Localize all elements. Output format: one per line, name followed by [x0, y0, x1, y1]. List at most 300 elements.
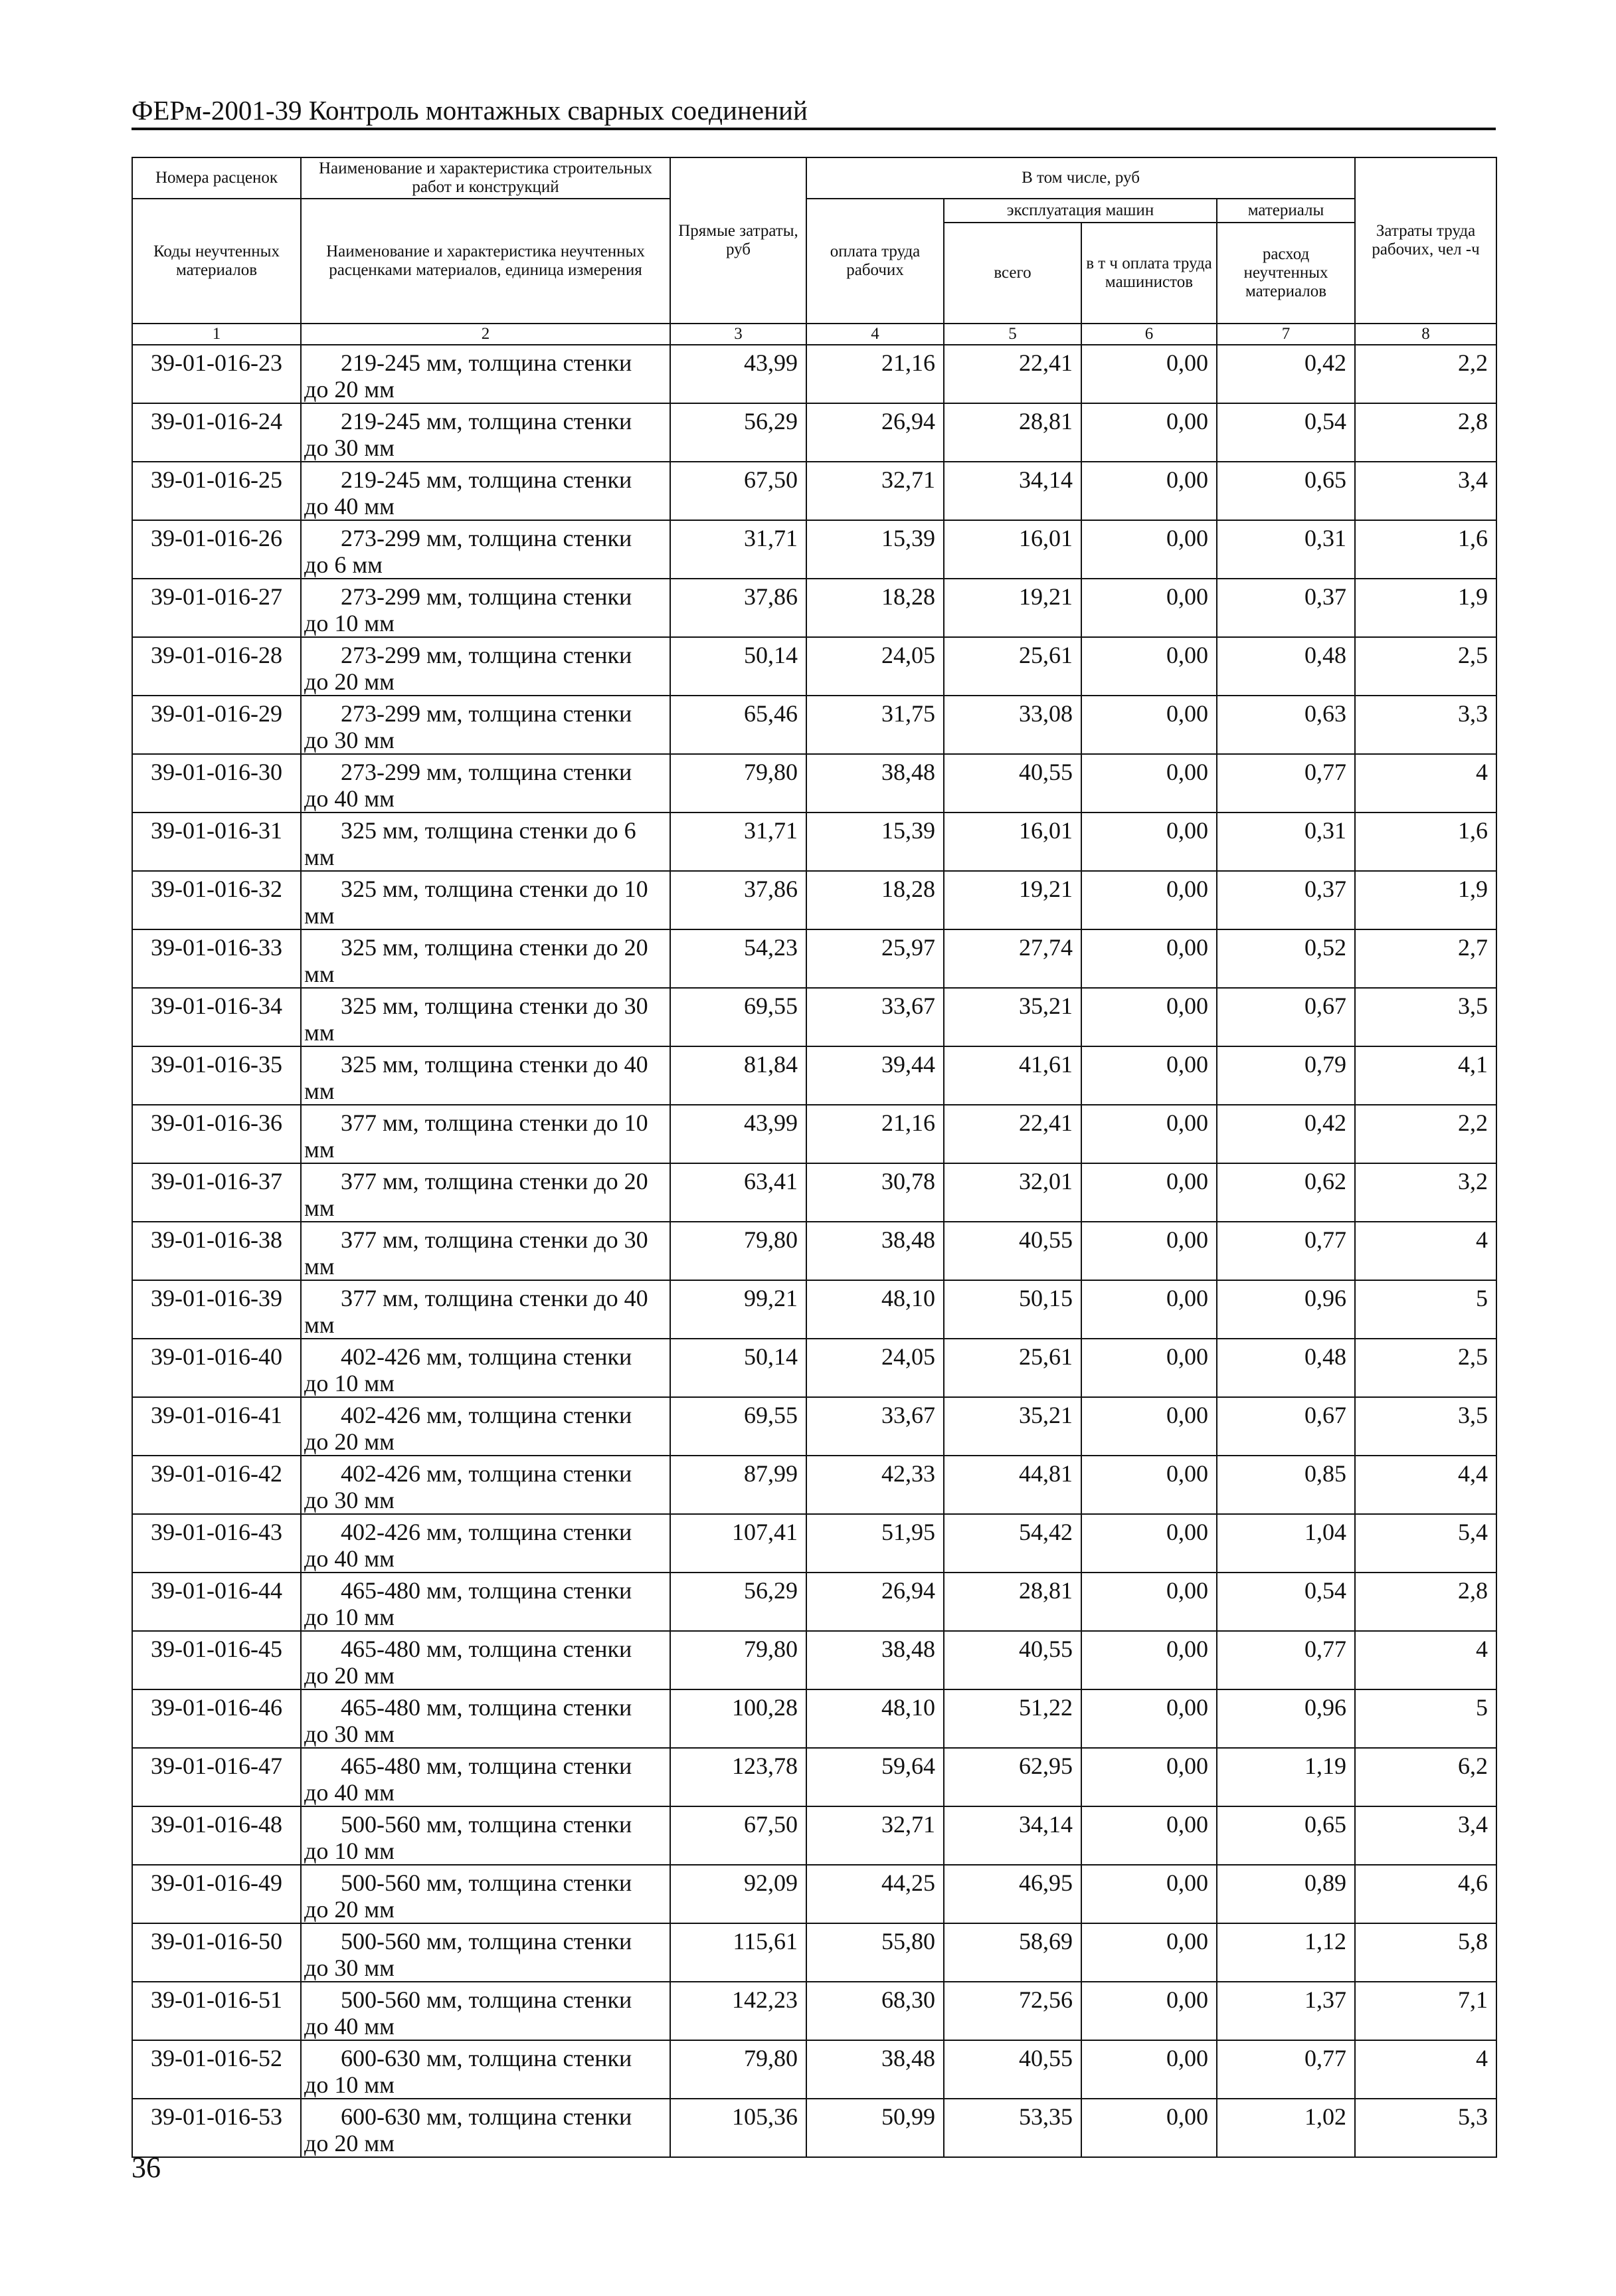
machines-total: 32,01	[944, 1163, 1081, 1222]
rate-code: 39-01-016-45	[132, 1631, 301, 1689]
work-name	[301, 1280, 670, 1339]
work-name-line2: до 10 мм	[304, 610, 395, 636]
direct-costs: 43,99	[670, 345, 806, 403]
machinists-pay: 0,00	[1081, 988, 1217, 1046]
table-row	[132, 929, 1496, 988]
work-name-line1: 273-299 мм, толщина стенки	[341, 642, 632, 668]
rate-code: 39-01-016-42	[132, 1456, 301, 1514]
work-name-line1: 402-426 мм, толщина стенки	[341, 1519, 632, 1545]
table-row	[132, 1865, 1496, 1923]
work-name	[301, 1163, 670, 1222]
work-name-line1: 377 мм, толщина стенки до 20	[341, 1168, 648, 1195]
direct-costs: 79,80	[670, 754, 806, 813]
machines-total: 72,56	[944, 1982, 1081, 2040]
labor-pay: 33,67	[806, 988, 944, 1046]
work-name-line2: мм	[304, 902, 335, 929]
materials-usage: 1,02	[1217, 2099, 1355, 2157]
rate-code: 39-01-016-43	[132, 1514, 301, 1573]
work-name-line1: 325 мм, толщина стенки до 40	[341, 1051, 648, 1078]
machinists-pay: 0,00	[1081, 1982, 1217, 2040]
work-name-line1: 500-560 мм, толщина стенки	[341, 1928, 632, 1955]
rate-code: 39-01-016-44	[132, 1573, 301, 1631]
direct-costs: 37,86	[670, 871, 806, 929]
machinists-pay: 0,00	[1081, 929, 1217, 988]
machines-total: 35,21	[944, 1397, 1081, 1456]
header-labor-pay: оплата труда рабочих	[806, 199, 944, 324]
work-name-line1: 402-426 мм, толщина стенки	[341, 1460, 632, 1487]
materials-usage: 0,37	[1217, 579, 1355, 637]
rate-code: 39-01-016-25	[132, 462, 301, 520]
rate-code: 39-01-016-39	[132, 1280, 301, 1339]
rate-code: 39-01-016-24	[132, 403, 301, 462]
materials-usage: 1,12	[1217, 1923, 1355, 1982]
table-row	[132, 1514, 1496, 1573]
work-name	[301, 929, 670, 988]
work-name	[301, 988, 670, 1046]
table-row	[132, 1982, 1496, 2040]
machines-total: 33,08	[944, 696, 1081, 754]
labor-pay: 15,39	[806, 520, 944, 579]
materials-usage: 0,42	[1217, 1105, 1355, 1163]
labor-costs: 4,6	[1355, 1865, 1496, 1923]
machines-total: 40,55	[944, 1631, 1081, 1689]
header-materials: материалы	[1217, 199, 1355, 223]
work-name	[301, 1865, 670, 1923]
table-row	[132, 813, 1496, 871]
machinists-pay: 0,00	[1081, 1865, 1217, 1923]
work-name	[301, 520, 670, 579]
direct-costs: 50,14	[670, 637, 806, 696]
work-name-line2: мм	[304, 844, 335, 870]
labor-costs: 2,8	[1355, 403, 1496, 462]
labor-pay: 32,71	[806, 1806, 944, 1865]
rate-code: 39-01-016-29	[132, 696, 301, 754]
rate-code: 39-01-016-38	[132, 1222, 301, 1280]
materials-usage: 0,62	[1217, 1163, 1355, 1222]
work-name-line1: 377 мм, толщина стенки до 10	[341, 1109, 648, 1136]
work-name-line2: до 40 мм	[304, 1545, 395, 1572]
labor-costs: 4,4	[1355, 1456, 1496, 1514]
table-row	[132, 1046, 1496, 1105]
labor-costs: 3,4	[1355, 462, 1496, 520]
machines-total: 19,21	[944, 871, 1081, 929]
work-name-line1: 402-426 мм, толщина стенки	[341, 1343, 632, 1370]
work-name-line2: до 20 мм	[304, 1428, 395, 1455]
table-row	[132, 520, 1496, 579]
machinists-pay: 0,00	[1081, 462, 1217, 520]
table-row	[132, 1748, 1496, 1806]
machinists-pay: 0,00	[1081, 871, 1217, 929]
work-name	[301, 403, 670, 462]
machines-total: 40,55	[944, 754, 1081, 813]
labor-costs: 3,5	[1355, 1397, 1496, 1456]
work-name	[301, 1806, 670, 1865]
work-name	[301, 1982, 670, 2040]
column-number: 5	[944, 324, 1081, 345]
table-row	[132, 1923, 1496, 1982]
labor-costs: 5,8	[1355, 1923, 1496, 1982]
work-name-line1: 273-299 мм, толщина стенки	[341, 583, 632, 610]
machinists-pay: 0,00	[1081, 1397, 1217, 1456]
table-row	[132, 345, 1496, 403]
machinists-pay: 0,00	[1081, 1456, 1217, 1514]
work-name-line2: до 30 мм	[304, 434, 395, 461]
work-name	[301, 345, 670, 403]
labor-pay: 31,75	[806, 696, 944, 754]
work-name	[301, 1689, 670, 1748]
work-name	[301, 1631, 670, 1689]
rate-code: 39-01-016-37	[132, 1163, 301, 1222]
machinists-pay: 0,00	[1081, 2040, 1217, 2099]
work-name-line2: до 10 мм	[304, 2071, 395, 2098]
work-name-line2: мм	[304, 1195, 335, 1221]
labor-pay: 18,28	[806, 871, 944, 929]
materials-usage: 0,42	[1217, 345, 1355, 403]
column-number: 2	[301, 324, 670, 345]
machinists-pay: 0,00	[1081, 403, 1217, 462]
work-name-line1: 325 мм, толщина стенки до 10	[341, 876, 648, 902]
page-title: ФЕРм-2001-39 Контроль монтажных сварных соединений	[132, 94, 1496, 130]
machines-total: 35,21	[944, 988, 1081, 1046]
work-name-line1: 465-480 мм, толщина стенки	[341, 1753, 632, 1779]
table-row	[132, 462, 1496, 520]
machines-total: 25,61	[944, 637, 1081, 696]
materials-usage: 0,85	[1217, 1456, 1355, 1514]
direct-costs: 63,41	[670, 1163, 806, 1222]
work-name	[301, 1514, 670, 1573]
table-row	[132, 754, 1496, 813]
materials-usage: 0,67	[1217, 1397, 1355, 1456]
work-name	[301, 1456, 670, 1514]
rate-code: 39-01-016-52	[132, 2040, 301, 2099]
materials-usage: 0,37	[1217, 871, 1355, 929]
rate-code: 39-01-016-35	[132, 1046, 301, 1105]
rate-code: 39-01-016-34	[132, 988, 301, 1046]
work-name	[301, 1046, 670, 1105]
machinists-pay: 0,00	[1081, 1222, 1217, 1280]
machines-total: 16,01	[944, 520, 1081, 579]
labor-costs: 5	[1355, 1280, 1496, 1339]
machines-total: 22,41	[944, 345, 1081, 403]
labor-costs: 7,1	[1355, 1982, 1496, 2040]
table-row	[132, 696, 1496, 754]
work-name	[301, 696, 670, 754]
table-row	[132, 637, 1496, 696]
work-name-line2: мм	[304, 1019, 335, 1046]
labor-costs: 4	[1355, 1222, 1496, 1280]
table-row	[132, 1397, 1496, 1456]
direct-costs: 31,71	[670, 813, 806, 871]
direct-costs: 67,50	[670, 1806, 806, 1865]
work-name	[301, 754, 670, 813]
machines-total: 40,55	[944, 2040, 1081, 2099]
work-name	[301, 2040, 670, 2099]
work-name-line2: до 30 мм	[304, 1487, 395, 1513]
work-name	[301, 579, 670, 637]
work-name-line1: 465-480 мм, толщина стенки	[341, 1694, 632, 1721]
work-name-line1: 325 мм, толщина стенки до 20	[341, 934, 648, 961]
rates-table	[132, 157, 1497, 2158]
labor-pay: 33,67	[806, 1397, 944, 1456]
column-number: 3	[670, 324, 806, 345]
column-number: 4	[806, 324, 944, 345]
labor-pay: 42,33	[806, 1456, 944, 1514]
labor-costs: 4	[1355, 2040, 1496, 2099]
column-number: 7	[1217, 324, 1355, 345]
table-row	[132, 403, 1496, 462]
work-name-line2: мм	[304, 961, 335, 987]
machines-total: 44,81	[944, 1456, 1081, 1514]
table-header	[132, 157, 1496, 345]
work-name-line1: 273-299 мм, толщина стенки	[341, 700, 632, 727]
table-row	[132, 1573, 1496, 1631]
machines-total: 50,15	[944, 1280, 1081, 1339]
machines-total: 34,14	[944, 1806, 1081, 1865]
table-row	[132, 1280, 1496, 1339]
labor-costs: 1,6	[1355, 520, 1496, 579]
labor-costs: 4	[1355, 1631, 1496, 1689]
machines-total: 27,74	[944, 929, 1081, 988]
labor-pay: 50,99	[806, 2099, 944, 2157]
labor-costs: 2,7	[1355, 929, 1496, 988]
header-rate-numbers: Номера расценок	[132, 157, 301, 199]
machinists-pay: 0,00	[1081, 1923, 1217, 1982]
rate-code: 39-01-016-32	[132, 871, 301, 929]
materials-usage: 0,79	[1217, 1046, 1355, 1105]
column-number: 1	[132, 324, 301, 345]
materials-usage: 0,77	[1217, 754, 1355, 813]
machines-total: 41,61	[944, 1046, 1081, 1105]
machines-total: 28,81	[944, 403, 1081, 462]
table-row	[132, 1222, 1496, 1280]
labor-pay: 44,25	[806, 1865, 944, 1923]
materials-usage: 0,54	[1217, 403, 1355, 462]
direct-costs: 69,55	[670, 1397, 806, 1456]
labor-costs: 4,1	[1355, 1046, 1496, 1105]
table-row	[132, 579, 1496, 637]
materials-usage: 0,77	[1217, 1222, 1355, 1280]
work-name-line2: до 20 мм	[304, 1662, 395, 1689]
table-body	[132, 345, 1496, 2157]
work-name-line2: до 10 мм	[304, 1838, 395, 1864]
machines-total: 28,81	[944, 1573, 1081, 1631]
work-name-line2: до 30 мм	[304, 1721, 395, 1747]
page-number: 36	[132, 2151, 161, 2184]
column-number: 6	[1081, 324, 1217, 345]
materials-usage: 0,48	[1217, 637, 1355, 696]
work-name-line2: до 30 мм	[304, 727, 395, 753]
header-material-name: Наименование и характеристика неучтенных расценками материалов, единица измерения	[301, 199, 670, 324]
direct-costs: 56,29	[670, 403, 806, 462]
table-row	[132, 1631, 1496, 1689]
machines-total: 51,22	[944, 1689, 1081, 1748]
work-name-line2: до 20 мм	[304, 2130, 395, 2156]
header-labor-costs: Затраты труда рабочих, чел -ч	[1355, 157, 1496, 324]
machinists-pay: 0,00	[1081, 1806, 1217, 1865]
machines-total: 19,21	[944, 579, 1081, 637]
materials-usage: 0,77	[1217, 1631, 1355, 1689]
materials-usage: 1,04	[1217, 1514, 1355, 1573]
rate-code: 39-01-016-28	[132, 637, 301, 696]
work-name	[301, 462, 670, 520]
machinists-pay: 0,00	[1081, 1280, 1217, 1339]
labor-pay: 68,30	[806, 1982, 944, 2040]
work-name-line1: 500-560 мм, толщина стенки	[341, 1986, 632, 2013]
labor-costs: 5,3	[1355, 2099, 1496, 2157]
labor-pay: 59,64	[806, 1748, 944, 1806]
labor-costs: 6,2	[1355, 1748, 1496, 1806]
work-name-line2: мм	[304, 1136, 335, 1163]
direct-costs: 79,80	[670, 2040, 806, 2099]
work-name-line2: до 40 мм	[304, 493, 395, 520]
work-name	[301, 1222, 670, 1280]
table-row	[132, 2099, 1496, 2157]
direct-costs: 142,23	[670, 1982, 806, 2040]
work-name-line1: 465-480 мм, толщина стенки	[341, 1636, 632, 1662]
machinists-pay: 0,00	[1081, 696, 1217, 754]
machinists-pay: 0,00	[1081, 1339, 1217, 1397]
table-row	[132, 1806, 1496, 1865]
machinists-pay: 0,00	[1081, 1163, 1217, 1222]
table-row	[132, 1689, 1496, 1748]
work-name-line1: 273-299 мм, толщина стенки	[341, 759, 632, 785]
direct-costs: 123,78	[670, 1748, 806, 1806]
work-name-line2: до 30 мм	[304, 1955, 395, 1981]
header-work-name: Наименование и характеристика строительных работ и конструкций	[301, 157, 670, 199]
labor-pay: 38,48	[806, 1631, 944, 1689]
labor-pay: 26,94	[806, 1573, 944, 1631]
labor-costs: 3,3	[1355, 696, 1496, 754]
direct-costs: 50,14	[670, 1339, 806, 1397]
labor-costs: 4	[1355, 754, 1496, 813]
machines-total: 34,14	[944, 462, 1081, 520]
labor-pay: 48,10	[806, 1689, 944, 1748]
materials-usage: 0,63	[1217, 696, 1355, 754]
machines-total: 62,95	[944, 1748, 1081, 1806]
labor-costs: 2,2	[1355, 1105, 1496, 1163]
machines-total: 54,42	[944, 1514, 1081, 1573]
work-name-line2: до 40 мм	[304, 785, 395, 812]
direct-costs: 100,28	[670, 1689, 806, 1748]
machinists-pay: 0,00	[1081, 520, 1217, 579]
labor-pay: 48,10	[806, 1280, 944, 1339]
machinists-pay: 0,00	[1081, 1689, 1217, 1748]
labor-pay: 21,16	[806, 1105, 944, 1163]
rate-code: 39-01-016-30	[132, 754, 301, 813]
materials-usage: 0,96	[1217, 1689, 1355, 1748]
work-name	[301, 637, 670, 696]
machinists-pay: 0,00	[1081, 637, 1217, 696]
work-name-line2: мм	[304, 1078, 335, 1104]
rate-code: 39-01-016-33	[132, 929, 301, 988]
table-row	[132, 1163, 1496, 1222]
labor-pay: 39,44	[806, 1046, 944, 1105]
direct-costs: 31,71	[670, 520, 806, 579]
machinists-pay: 0,00	[1081, 813, 1217, 871]
rate-code: 39-01-016-49	[132, 1865, 301, 1923]
machines-total: 53,35	[944, 2099, 1081, 2157]
work-name-line1: 377 мм, толщина стенки до 30	[341, 1226, 648, 1253]
machines-total: 25,61	[944, 1339, 1081, 1397]
column-number: 8	[1355, 324, 1496, 345]
work-name	[301, 813, 670, 871]
direct-costs: 79,80	[670, 1631, 806, 1689]
work-name-line2: мм	[304, 1253, 335, 1280]
labor-costs: 2,5	[1355, 637, 1496, 696]
work-name-line1: 219-245 мм, толщина стенки	[341, 466, 632, 493]
labor-pay: 21,16	[806, 345, 944, 403]
labor-costs: 5	[1355, 1689, 1496, 1748]
materials-usage: 0,96	[1217, 1280, 1355, 1339]
rate-code: 39-01-016-36	[132, 1105, 301, 1163]
direct-costs: 37,86	[670, 579, 806, 637]
header-machines-total: всего	[944, 223, 1081, 324]
work-name	[301, 871, 670, 929]
machines-total: 46,95	[944, 1865, 1081, 1923]
work-name-line1: 500-560 мм, толщина стенки	[341, 1869, 632, 1896]
work-name-line1: 600-630 мм, толщина стенки	[341, 2103, 632, 2130]
header-direct-costs: Прямые затраты, руб	[670, 157, 806, 324]
labor-pay: 32,71	[806, 462, 944, 520]
materials-usage: 0,65	[1217, 1806, 1355, 1865]
work-name-line1: 377 мм, толщина стенки до 40	[341, 1285, 648, 1311]
direct-costs: 92,09	[670, 1865, 806, 1923]
work-name	[301, 1573, 670, 1631]
work-name-line2: до 40 мм	[304, 2013, 395, 2040]
materials-usage: 0,89	[1217, 1865, 1355, 1923]
direct-costs: 67,50	[670, 462, 806, 520]
materials-usage: 0,52	[1217, 929, 1355, 988]
rate-code: 39-01-016-46	[132, 1689, 301, 1748]
materials-usage: 1,19	[1217, 1748, 1355, 1806]
table-row	[132, 1456, 1496, 1514]
labor-pay: 15,39	[806, 813, 944, 871]
labor-pay: 38,48	[806, 1222, 944, 1280]
labor-pay: 26,94	[806, 403, 944, 462]
labor-costs: 2,2	[1355, 345, 1496, 403]
machinists-pay: 0,00	[1081, 1573, 1217, 1631]
machinists-pay: 0,00	[1081, 1514, 1217, 1573]
rate-code: 39-01-016-26	[132, 520, 301, 579]
materials-usage: 0,48	[1217, 1339, 1355, 1397]
machinists-pay: 0,00	[1081, 1631, 1217, 1689]
machinists-pay: 0,00	[1081, 579, 1217, 637]
work-name-line2: до 20 мм	[304, 376, 395, 403]
machinists-pay: 0,00	[1081, 1748, 1217, 1806]
direct-costs: 56,29	[670, 1573, 806, 1631]
materials-usage: 0,31	[1217, 520, 1355, 579]
labor-costs: 3,4	[1355, 1806, 1496, 1865]
table-row	[132, 1105, 1496, 1163]
labor-pay: 24,05	[806, 637, 944, 696]
direct-costs: 81,84	[670, 1046, 806, 1105]
work-name-line2: до 10 мм	[304, 1604, 395, 1630]
labor-costs: 2,5	[1355, 1339, 1496, 1397]
work-name-line1: 219-245 мм, толщина стенки	[341, 349, 632, 376]
machinists-pay: 0,00	[1081, 1046, 1217, 1105]
materials-usage: 0,65	[1217, 462, 1355, 520]
materials-usage: 0,77	[1217, 2040, 1355, 2099]
labor-costs: 1,9	[1355, 579, 1496, 637]
direct-costs: 43,99	[670, 1105, 806, 1163]
direct-costs: 87,99	[670, 1456, 806, 1514]
table-row	[132, 2040, 1496, 2099]
work-name-line1: 219-245 мм, толщина стенки	[341, 408, 632, 434]
work-name-line1: 465-480 мм, толщина стенки	[341, 1577, 632, 1604]
work-name	[301, 2099, 670, 2157]
rate-code: 39-01-016-50	[132, 1923, 301, 1982]
materials-usage: 0,67	[1217, 988, 1355, 1046]
